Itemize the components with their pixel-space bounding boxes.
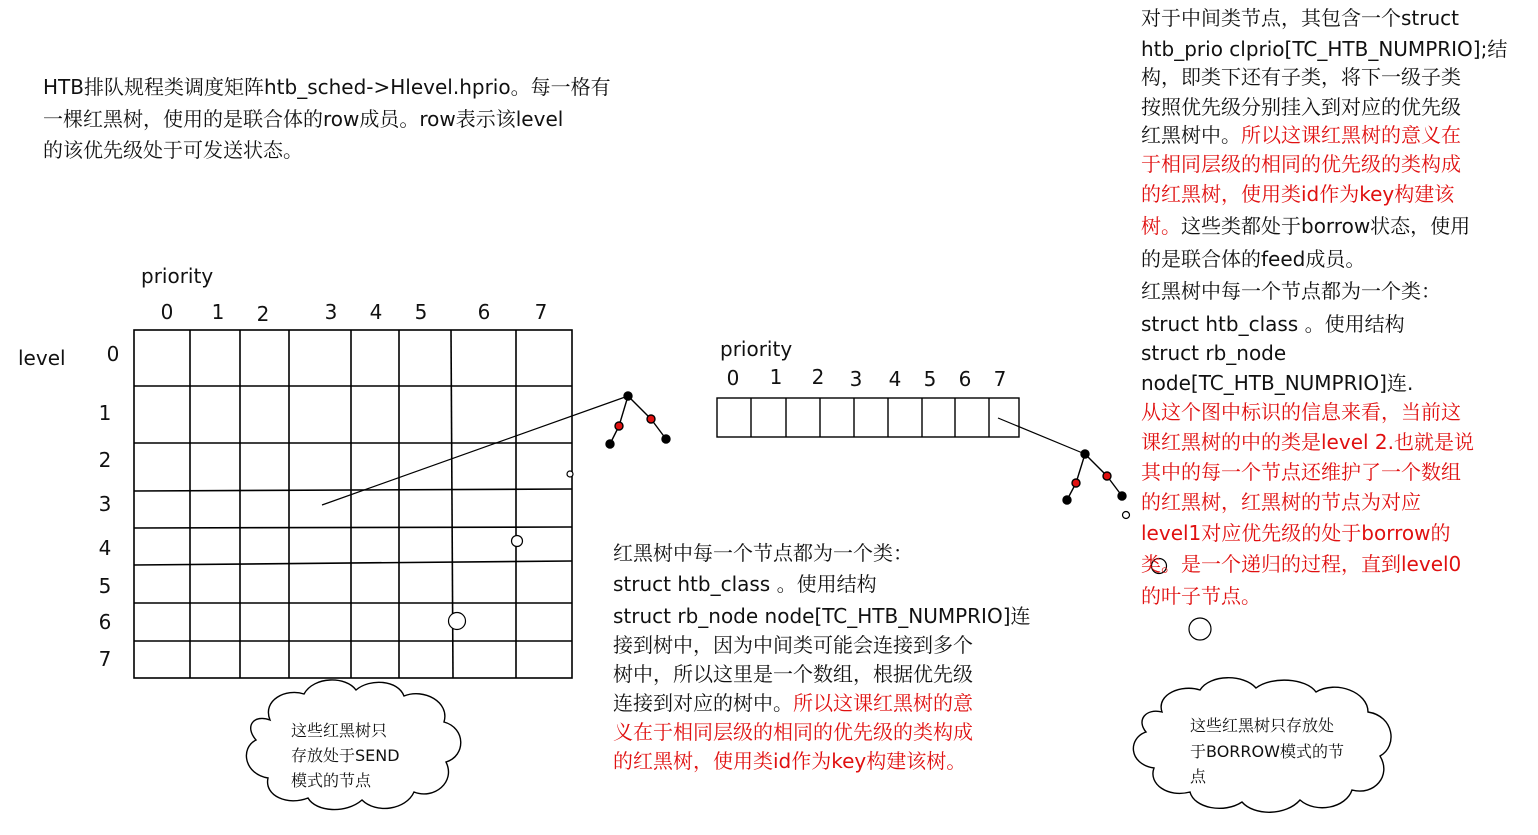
level-number: 1 [98, 401, 112, 425]
right-note-line: 对于中间类节点，其包含一个struct [1141, 6, 1459, 30]
tree-node-red [615, 422, 623, 430]
right-note-red-line: level1对应优先级的处于borrow的 [1141, 521, 1451, 545]
matrix-description-line: HTB排队规程类调度矩阵htb_sched->Hlevel.hprio。每一格有 [43, 75, 611, 99]
priority-number: 1 [769, 365, 783, 389]
level-number: 4 [98, 536, 112, 560]
thought-bubbles-left [449, 471, 574, 630]
right-note-line: htb_prio clprio[TC_HTB_NUMPRIO];结 [1141, 37, 1508, 61]
array-priority-label: priority [720, 337, 793, 361]
priority-number: 2 [256, 302, 270, 326]
right-note-line: node[TC_HTB_NUMPRIO]连. [1141, 371, 1414, 395]
middle-note-line: 红黑树中每一个节点都为一个类： [613, 541, 913, 565]
red-black-tree-borrow [1063, 450, 1126, 504]
cloud-left-line: 模式的节点 [291, 771, 372, 790]
cloud-right-line: 这些红黑树只存放处 [1190, 716, 1335, 735]
priority-number: 3 [324, 300, 338, 324]
priority-number: 4 [888, 367, 902, 391]
cloud-right-line: 于BORROW模式的节 [1190, 742, 1344, 761]
right-note-line: struct rb_node [1141, 341, 1287, 365]
priority-row-array [717, 398, 1019, 437]
right-note-line: 的是联合体的feed成员。 [1141, 247, 1366, 271]
level-number: 5 [98, 574, 112, 598]
middle-note-black-part: 连接到对应的树中。 [613, 691, 793, 715]
level-number: 3 [98, 492, 112, 516]
level-number: 6 [98, 610, 112, 634]
matrix-priority-label: priority [141, 264, 214, 288]
right-note-line [1141, 120, 1461, 150]
right-note-red-line: 课红黑树的中的类是level 2.也就是说 [1141, 430, 1474, 454]
priority-number: 5 [414, 300, 428, 324]
right-note-red-line: 的红黑树，使用类id作为key构建该 [1141, 182, 1455, 206]
middle-note-line: 接到树中，因为中间类可能会连接到多个 [613, 633, 973, 657]
tree-node-red [647, 415, 655, 423]
right-note-line: 构，即类下还有子类，将下一级子类 [1141, 65, 1461, 89]
tree-node-black [1063, 496, 1071, 504]
right-note-red-line: 于相同层级的相同的优先级的类构成 [1141, 152, 1461, 176]
middle-note-red-line: 的红黑树，使用类id作为key构建该树。 [613, 749, 967, 773]
middle-note-line: struct rb_node node[TC_HTB_NUMPRIO]连 [613, 604, 1031, 628]
cloud-left-line: 存放处于SEND [291, 746, 400, 765]
priority-number: 6 [958, 367, 972, 391]
middle-note-red-line: 义在于相同层级的相同的优先级的类构成 [613, 720, 973, 744]
middle-note-line [613, 688, 973, 718]
priority-number: 3 [849, 367, 863, 391]
priority-number: 7 [993, 367, 1007, 391]
matrix-description-line: 的该优先级处于可发送状态。 [43, 138, 303, 162]
level-number: 0 [106, 342, 120, 366]
array-border [717, 398, 1019, 437]
cloud-right-line: 点 [1190, 767, 1207, 786]
priority-number: 7 [534, 300, 548, 324]
tree-node-black [1081, 450, 1089, 458]
priority-number: 1 [211, 300, 225, 324]
array-to-tree-connector [998, 418, 1085, 454]
right-note-line: 按照优先级分别挂入到对应的优先级 [1141, 95, 1461, 119]
right-note-line [1141, 211, 1470, 241]
level-number: 2 [98, 448, 112, 472]
tree-node-black [1118, 492, 1126, 500]
priority-level-matrix [134, 330, 572, 678]
right-note-black-part: 红黑树中。 [1141, 123, 1241, 147]
tree-node-black [606, 440, 614, 448]
cloud-left-line: 这些红黑树只 [291, 721, 388, 740]
right-note-line: 红黑树中每一个节点都为一个类： [1141, 279, 1441, 303]
right-note-line: struct htb_class 。使用结构 [1141, 312, 1405, 336]
right-note-black-part: 这些类都处于borrow状态，使用 [1181, 214, 1471, 238]
middle-note-line: 树中，所以这里是一个数组，根据优先级 [613, 662, 973, 686]
right-note-red-line: 其中的每一个节点还维护了一个数组 [1141, 460, 1461, 484]
right-note-red-line: 的叶子节点。 [1141, 584, 1261, 608]
matrix-border [134, 330, 572, 678]
matrix-row-line [134, 527, 572, 528]
right-note-red-line: 从这个图中标识的信息来看，当前这 [1141, 400, 1461, 424]
matrix-description-line: 一棵红黑树，使用的是联合体的row成员。row表示该level [43, 107, 564, 131]
tree-node-black [624, 392, 632, 400]
middle-note-red-part: 所以这课红黑树的意 [793, 691, 973, 715]
tree-node-red [1103, 472, 1111, 480]
priority-number: 4 [369, 300, 383, 324]
priority-number: 0 [160, 300, 174, 324]
matrix-row-line [134, 489, 572, 491]
right-note-red-part: 树。 [1141, 214, 1181, 238]
priority-number: 6 [477, 300, 491, 324]
matrix-level-label: level [18, 346, 66, 370]
right-note-red-line: 类。是一个递归的过程，直到level0 [1141, 552, 1462, 576]
tree-node-black [662, 435, 670, 443]
matrix-row-line [134, 561, 572, 565]
right-note-red-part: 所以这课红黑树的意义在 [1241, 123, 1461, 147]
priority-number: 0 [726, 366, 740, 390]
tree-node-red [1072, 479, 1080, 487]
priority-number: 2 [811, 365, 825, 389]
middle-note-line: struct htb_class 。使用结构 [613, 572, 877, 596]
level-number: 7 [98, 647, 112, 671]
right-note-red-line: 的红黑树，红黑树的节点为对应 [1141, 490, 1421, 514]
priority-number: 5 [923, 367, 937, 391]
